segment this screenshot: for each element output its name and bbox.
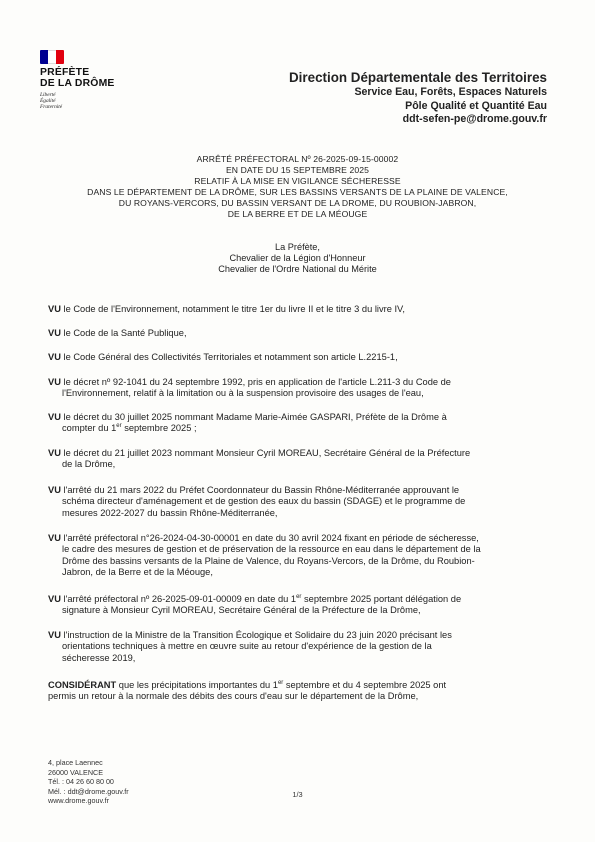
vu-paragraph [48,352,547,363]
vu-text-cont: compter du 1er septembre 2025 ; [62,423,197,434]
vu-keyword: VU [48,377,61,387]
vu-paragraph [48,533,547,579]
footer-city: 26000 VALENCE [48,767,104,777]
vu-paragraph [48,594,547,617]
authority-line: Chevalier de l'Ordre National du Mérite [218,264,377,275]
service-name: Service Eau, Forêts, Espaces Naturels [354,86,547,98]
vu-text-cont: Jabron, de la Berre et de la Méouge, [62,567,213,578]
vu-text: l'instruction de la Ministre de la Transition Écologique et Solidaire du 23 juin 2020 précisant les [60,630,452,640]
logo-brand-line2: DE LA DRÔME [40,78,115,89]
considerant-text: que les précipitations importantes du 1er septembre et du 4 septembre 2025 ont [116,679,447,690]
motto-liberte: Liberté [40,92,56,98]
footer-email: Mél. : ddt@drome.gouv.fr [48,786,129,796]
vu-keyword: VU [48,594,61,604]
title-line: DE LA BERRE ET DE LA MÉOUGE [227,209,368,219]
considerant-keyword: CONSIDÉRANT [48,680,117,690]
vu-text-cont: orientations techniques à mettre en œuvre suite au retour d'expérience de la gestion de la [62,641,432,652]
vu-text-cont: mesures 2022-2027 du bassin Rhône-Méditerranée, [62,507,278,518]
vu-keyword: VU [48,485,61,495]
considerant-text-cont: permis un retour à la normale des débits des cours d'eau sur le département de la Drôme, [48,691,419,702]
vu-text-cont: Drôme des bassins versants de la Plaine de Valence, du Royans-Vercors, de la Drôme, du Roubion- [62,555,475,566]
considerant-paragraph [48,680,547,703]
footer-address: 4, place Laennec [48,758,103,767]
logo-brand-line1: PRÉFÈTE [40,67,90,78]
issuer-header [289,70,547,127]
vu-paragraph [48,304,547,315]
vu-text: le décret du 21 juillet 2023 nommant Monsieur Cyril MOREAU, Secrétaire Général de la Préfecture [60,448,471,458]
vu-keyword: VU [48,304,61,314]
vu-text: l'arrêté du 21 mars 2022 du Préfet Coordonnateur du Bassin Rhône-Méditerranée approuvant le [60,485,460,495]
vu-paragraph [48,328,547,339]
vu-text: le Code de l'Environnement, notamment le titre 1er du livre II et le titre 3 du livre IV, [60,304,405,314]
vu-text: le décret nº 92-1041 du 24 septembre 1992, pris en application de l'article L.211-3 du Code de [60,377,451,387]
vu-keyword: VU [48,412,61,422]
vu-text: le Code Général des Collectivités Territoriales et notamment son article L.2215-1, [60,352,398,362]
vu-text-cont: schéma directeur d'aménagement et de gestion des eaux du bassin (SDAGE) et le programme de [62,496,466,507]
contact-email: ddt-sefen-pe@drome.gouv.fr [402,113,547,125]
vu-keyword: VU [48,448,61,458]
vu-text: le décret du 30 juillet 2025 nommant Madame Marie-Aimée GASPARI, Préfète de la Drôme à [60,412,447,422]
prefecture-logo [40,50,150,111]
direction-name: Direction Départementale des Territoires [289,70,547,85]
vu-keyword: VU [48,630,61,640]
authority-line: Chevalier de la Légion d'Honneur [229,253,366,264]
logo-motto [40,92,150,111]
title-line: ARRÊTÉ PRÉFECTORAL Nº 26-2025-09-15-00002 [196,154,399,164]
vu-text: le Code de la Santé Publique, [60,328,187,338]
vu-keyword: VU [48,533,61,543]
arrete-title [40,154,555,220]
vu-paragraph [48,412,547,435]
vu-paragraph [48,448,547,471]
vu-text-cont: l'Environnement, relatif à la limitation ou à la suspension provisoire des usages de l'eau, [62,388,424,399]
vu-paragraph [48,485,547,519]
vu-keyword: VU [48,328,61,338]
vu-paragraph [48,377,547,400]
marianne-flag-icon [40,50,64,64]
title-line: EN DATE DU 15 SEPTEMBRE 2025 [225,165,370,175]
page-number: 1/3 [292,790,303,799]
vu-text-cont: sécheresse 2019, [62,652,136,663]
vu-text-cont: de la Drôme, [62,459,116,470]
title-line: RELATIF À LA MISE EN VIGILANCE SÉCHERESSE [194,176,401,186]
title-line: DANS LE DÉPARTEMENT DE LA DRÔME, SUR LES BASSINS VERSANTS DE LA PLAINE DE VALENCE, [87,187,508,197]
vu-paragraph [48,630,547,664]
footer-phone: Tél. : 04 26 60 80 00 [48,777,114,787]
vu-text-cont: le cadre des mesures de gestion et de préservation de la ressource en eau dans le département de la [62,544,481,555]
footer-website: www.drome.gouv.fr [48,796,109,806]
motto-fraternite: Fraternité [40,104,63,111]
vu-text: l'arrêté préfectoral n°26-2024-04-30-00001 en date du 30 avril 2024 fixant en période de sécheresse, [60,533,479,543]
signing-authority [40,242,555,276]
title-line: DU ROYANS-VERCORS, DU BASSIN VERSANT DE LA DROME, DU ROUBION-JABRON, [118,198,477,208]
vu-keyword: VU [48,352,61,362]
authority-line: La Préfète, [275,242,320,252]
pole-name: Pôle Qualité et Quantité Eau [405,99,547,112]
motto-egalite: Égalité [40,98,56,105]
vu-text: l'arrêté préfectoral nº 26-2025-09-01-00009 en date du 1er septembre 2025 portant délégation de [60,593,462,604]
vu-text-cont: signature à Monsieur Cyril MOREAU, Secrétaire Général de la Préfecture de la Drôme, [62,605,421,616]
